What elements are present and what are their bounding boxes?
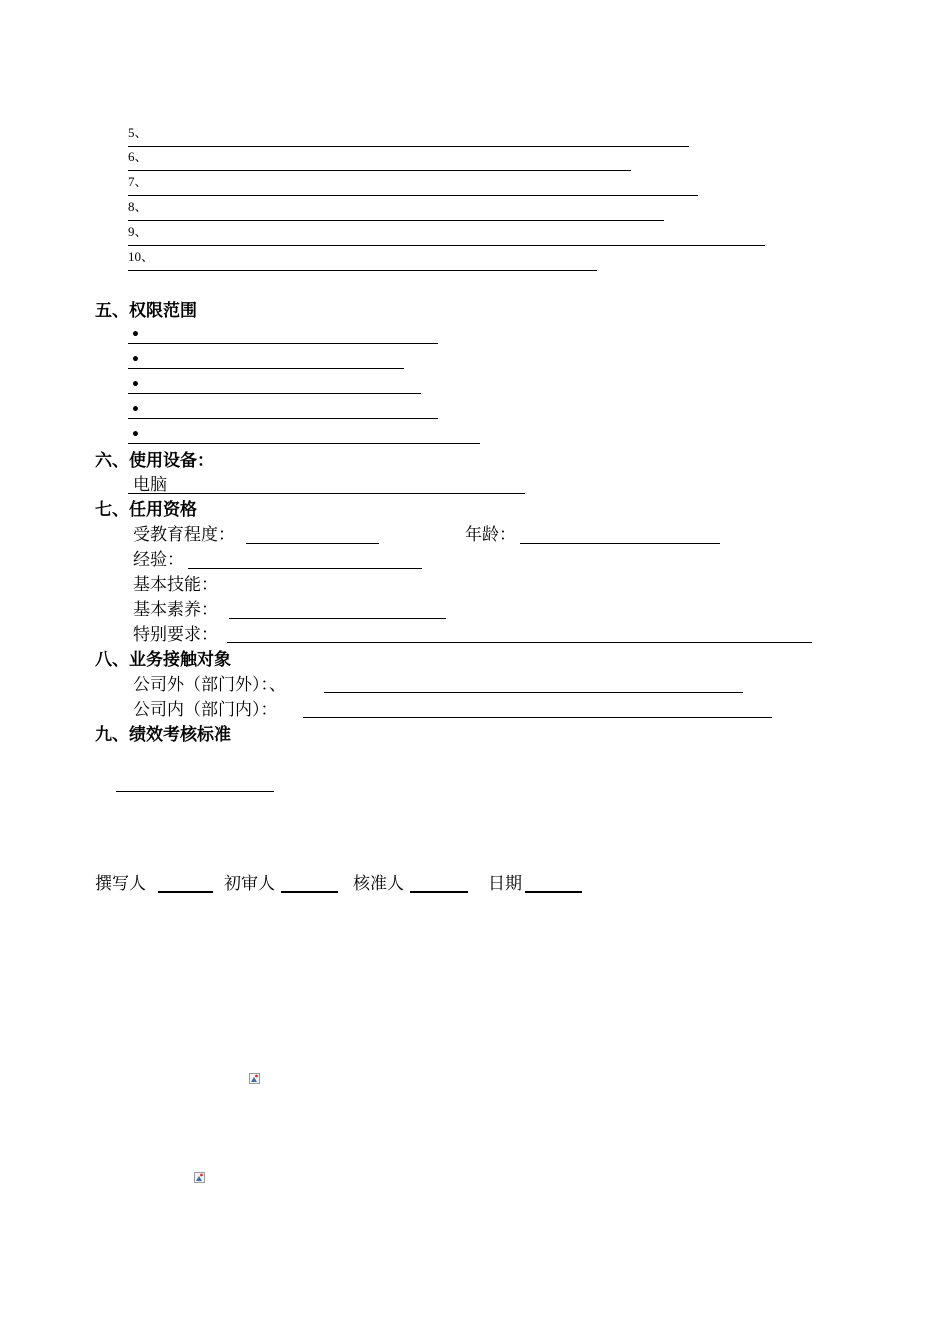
numbered-item-6[interactable] (128, 148, 631, 171)
bullet-icon: • (131, 402, 140, 418)
reviewer-label: 初审人 (224, 874, 275, 894)
section-8-heading: 八、业务接触对象 (95, 650, 231, 670)
approver-label: 核准人 (353, 874, 404, 894)
broken-image-icon (249, 1069, 260, 1080)
skills-label: 基本技能： (133, 575, 218, 595)
equipment-value: 电脑 (133, 475, 167, 495)
quality-label: 基本素养： (133, 600, 218, 620)
bullet-icon: • (131, 377, 140, 393)
numbered-item-10[interactable] (128, 248, 597, 271)
age-field[interactable] (520, 542, 720, 544)
permission-item[interactable] (128, 402, 438, 419)
numbered-item-label: 9、 (128, 224, 148, 239)
section-7-heading: 七、任用资格 (95, 500, 197, 520)
numbered-item-9[interactable] (128, 223, 765, 246)
numbered-item-label: 6、 (128, 149, 148, 164)
numbered-item-label: 5、 (128, 125, 148, 140)
permission-item[interactable] (128, 377, 421, 394)
writer-label: 撰写人 (95, 874, 146, 894)
bullet-icon: • (131, 352, 140, 368)
internal-contact-field[interactable] (303, 716, 772, 718)
date-field[interactable] (525, 890, 582, 893)
broken-image-icon (194, 1168, 205, 1179)
numbered-item-8[interactable] (128, 198, 664, 221)
age-label: 年龄： (465, 525, 516, 545)
section-9-heading: 九、绩效考核标准 (95, 725, 231, 745)
experience-field[interactable] (188, 567, 422, 569)
reviewer-field[interactable] (281, 890, 338, 893)
numbered-item-label: 7、 (128, 174, 148, 189)
permission-item[interactable] (128, 352, 404, 369)
permission-item[interactable] (128, 327, 438, 344)
equipment-field[interactable] (128, 475, 525, 494)
permission-item[interactable] (128, 427, 480, 444)
section-5-heading: 五、权限范围 (95, 301, 197, 321)
external-contact-label: 公司外（部门外）：、 (133, 675, 286, 695)
bullet-icon: • (131, 327, 140, 343)
section-6-heading: 六、使用设备： (95, 451, 214, 471)
writer-field[interactable] (158, 890, 213, 893)
experience-label: 经验： (133, 550, 184, 570)
approver-field[interactable] (410, 890, 468, 893)
education-field[interactable] (246, 542, 379, 544)
performance-standard-field[interactable] (116, 790, 274, 792)
numbered-item-7[interactable] (128, 173, 698, 196)
date-label: 日期 (488, 874, 522, 894)
bullet-icon: • (131, 427, 140, 443)
numbered-item-label: 10、 (128, 249, 155, 264)
numbered-item-5[interactable] (128, 124, 689, 147)
education-label: 受教育程度： (133, 525, 235, 545)
numbered-item-label: 8、 (128, 199, 148, 214)
quality-field[interactable] (229, 617, 446, 619)
internal-contact-label: 公司内（部门内）： (133, 700, 278, 720)
external-contact-field[interactable] (324, 691, 743, 693)
special-requirements-label: 特别要求： (133, 625, 218, 645)
special-requirements-field[interactable] (227, 641, 812, 643)
